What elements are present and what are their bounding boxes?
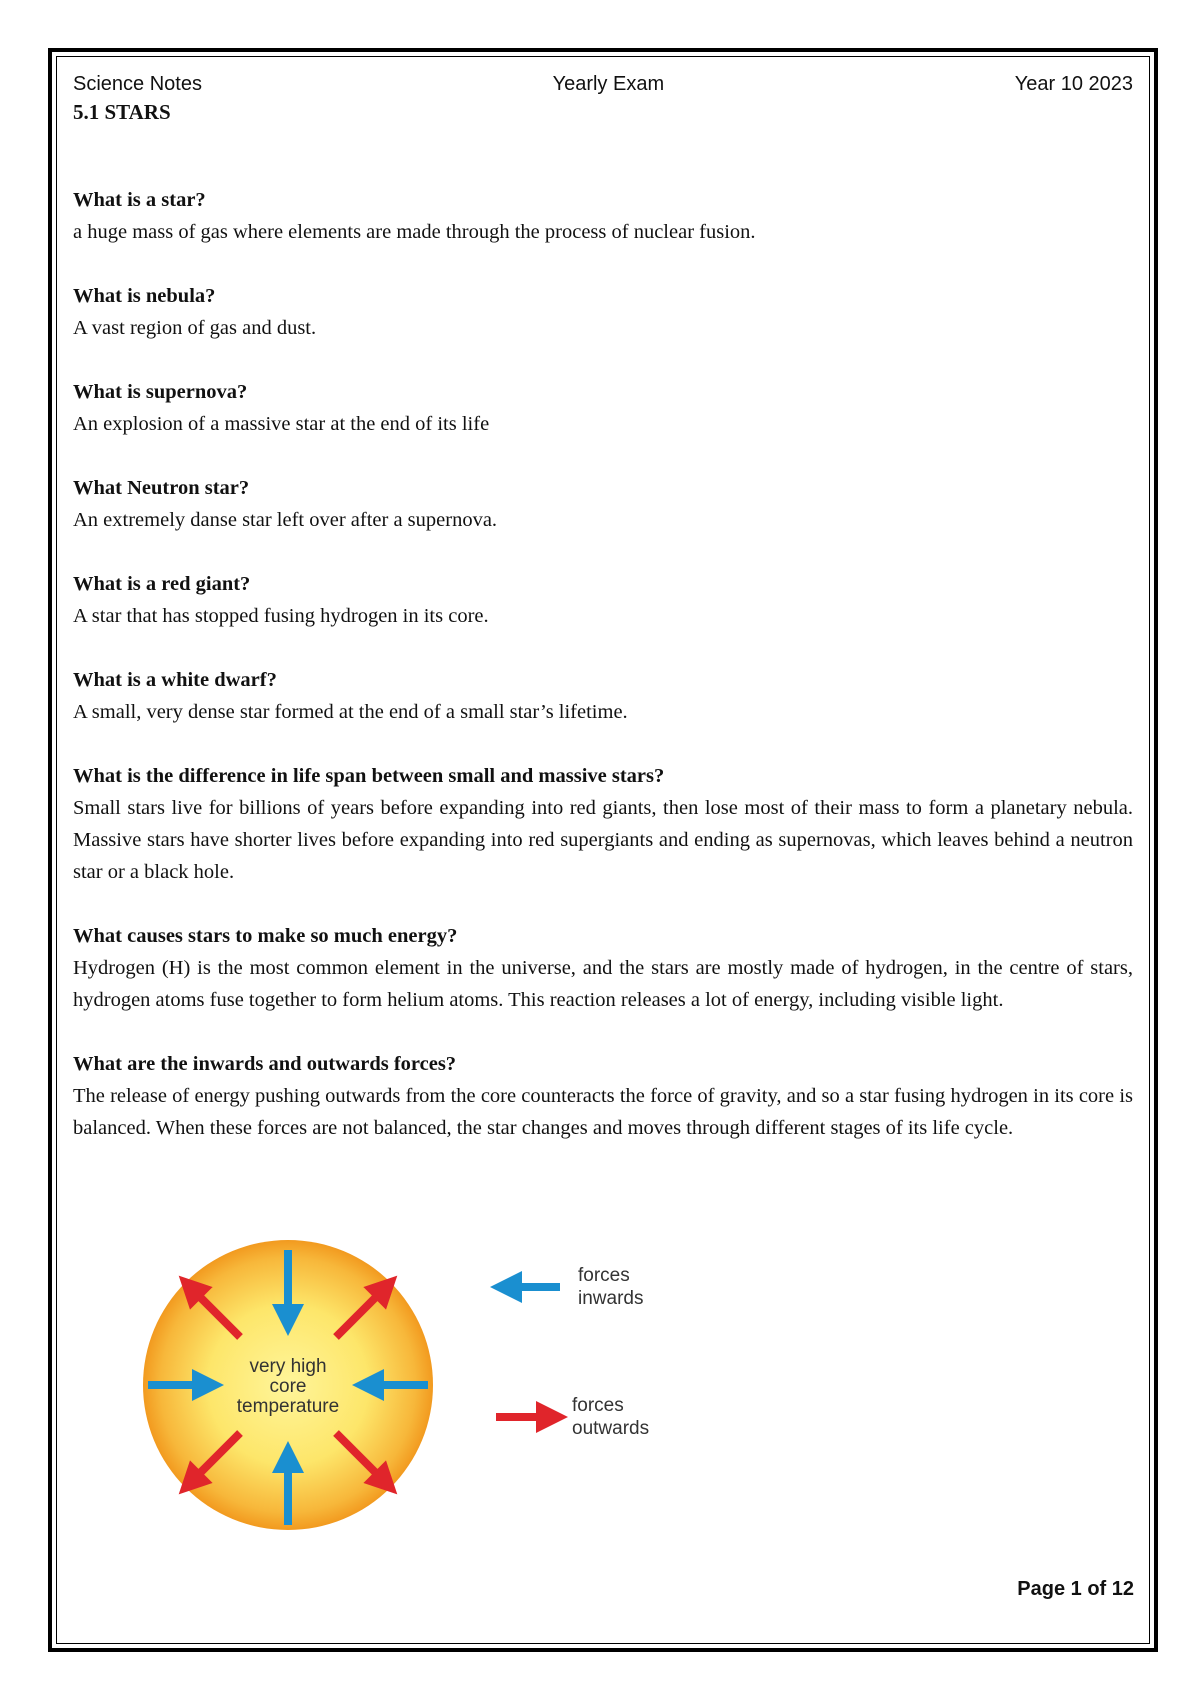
answer: A star that has stopped fusing hydrogen in its core. [73, 605, 489, 627]
question: What is a star? [73, 189, 206, 211]
section-title: 5.1 STARS [73, 100, 171, 124]
question: What causes stars to make so much energy? [73, 925, 458, 947]
answer: An extremely danse star left over after a supernova. [73, 509, 498, 531]
question: What are the inwards and outwards forces? [73, 1053, 457, 1075]
header-right: Year 10 2023 [1014, 73, 1133, 95]
question: What is a red giant? [73, 573, 251, 595]
page-content [73, 70, 1133, 1144]
page-header [73, 70, 1133, 98]
answer: a huge mass of gas where elements are made through the process of nuclear fusion. [73, 221, 756, 243]
qa-item [73, 376, 1133, 440]
core-label-line1: very high [249, 1356, 327, 1377]
legend-outwards-line1: forces [572, 1395, 624, 1416]
core-label-line3: temperature [236, 1396, 340, 1417]
header-left: Science Notes [73, 73, 202, 95]
answer: A small, very dense star formed at the end of a small star’s lifetime. [73, 701, 628, 723]
qa-item [73, 568, 1133, 632]
question: What is supernova? [73, 381, 248, 403]
page-number: Page 1 of 12 [1017, 1578, 1134, 1600]
question: What is nebula? [73, 285, 216, 307]
star-forces-diagram [120, 1225, 800, 1545]
question: What Neutron star? [73, 477, 250, 499]
question: What is a white dwarf? [73, 669, 277, 691]
qa-item [73, 664, 1133, 728]
qa-item [73, 760, 1133, 888]
header-center: Yearly Exam [552, 73, 665, 95]
legend-inwards-line1: forces [578, 1265, 630, 1286]
qa-item [73, 1048, 1133, 1144]
answer: A vast region of gas and dust. [73, 317, 317, 339]
answer: An explosion of a massive star at the end of its life [73, 413, 490, 435]
qa-item [73, 472, 1133, 536]
legend-outwards-line2: outwards [572, 1418, 650, 1439]
core-label-line2: core [269, 1376, 307, 1397]
qa-item [73, 280, 1133, 344]
answer: Small stars live for billions of years before expanding into red giants, then lose most of their mass to form a planetary nebula. Massive stars have shorter lives before expanding into red supergiants and ending as supernovas, which leaves behind a neutron star or a black hole. [73, 797, 1133, 883]
answer: Hydrogen (H) is the most common element in the universe, and the stars are mostly made of hydrogen, in the centre of stars, hydrogen atoms fuse together to form helium atoms. This reaction releases a lot of energy, including visible light. [73, 957, 1133, 1011]
answer: The release of energy pushing outwards from the core counteracts the force of gravity, and so a star fusing hydrogen in its core is balanced. When these forces are not balanced, the star changes and moves through different stages of its life cycle. [73, 1085, 1133, 1139]
question: What is the difference in life span between small and massive stars? [73, 765, 665, 787]
qa-item [73, 920, 1133, 1016]
legend-inwards-line2: inwards [578, 1288, 644, 1309]
qa-item [73, 184, 1133, 248]
star-forces-figure [120, 1225, 800, 1545]
